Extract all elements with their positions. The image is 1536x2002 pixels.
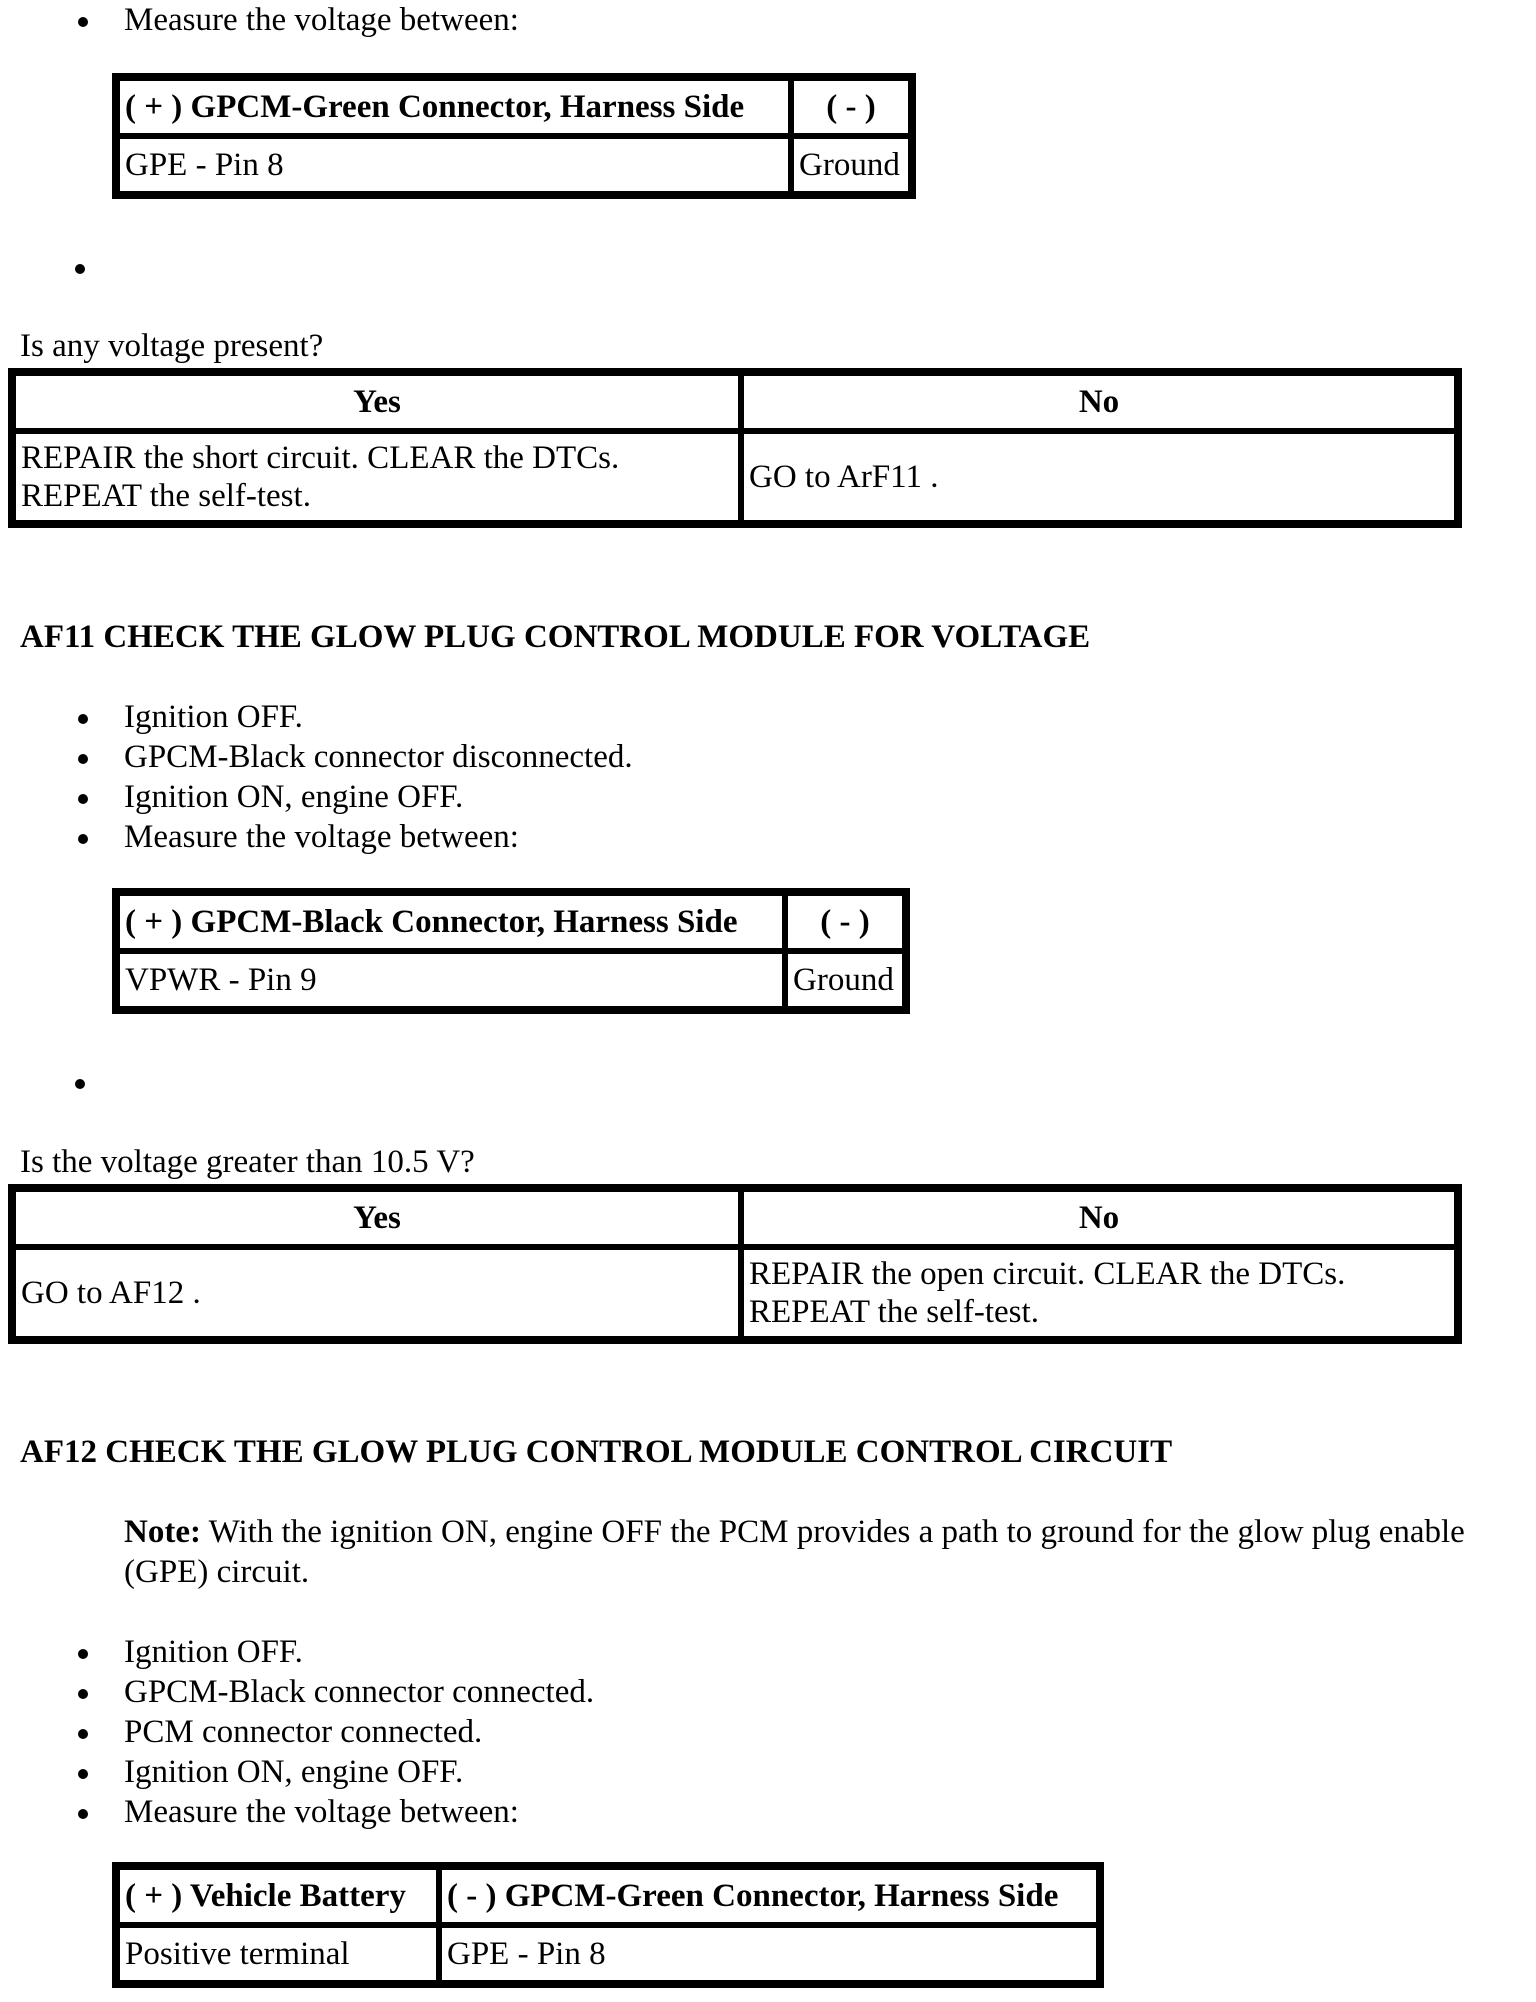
yes-line: REPAIR the short circuit. CLEAR the DTCs. <box>21 440 620 476</box>
section-heading-af12: AF12 CHECK THE GLOW PLUG CONTROL MODULE CONTROL CIRCUIT <box>20 1434 1173 1470</box>
spec-cell-positive: Positive terminal <box>117 1925 439 1983</box>
yes-cell <box>13 431 741 523</box>
bullet-item: Ignition OFF. <box>124 1632 594 1672</box>
yes-header: Yes <box>13 1189 741 1247</box>
spec-cell-negative: Ground <box>785 951 905 1009</box>
no-line: REPEAT the self-test. <box>749 1294 1039 1330</box>
bullet-list-measure <box>124 0 519 40</box>
question-text: Is the voltage greater than 10.5 V? <box>20 1144 475 1180</box>
note-paragraph <box>124 1512 1536 1592</box>
spec-cell-positive: VPWR - Pin 9 <box>117 951 785 1009</box>
spec-header-positive: ( + ) Vehicle Battery <box>117 1867 439 1925</box>
section-heading-af11: AF11 CHECK THE GLOW PLUG CONTROL MODULE FOR VOLTAGE <box>20 619 1091 655</box>
no-cell: GO to ArF11 . <box>741 431 1457 523</box>
spec-header-negative: ( - ) <box>791 78 911 136</box>
note-label: Note: <box>124 1514 201 1550</box>
spec-table-gpcm-green <box>112 73 916 199</box>
spec-header-negative: ( - ) <box>785 893 905 951</box>
spec-cell-negative: GPE - Pin 8 <box>439 1925 1099 1983</box>
bullet-list-af12 <box>124 1632 594 1832</box>
bullet-item: Ignition ON, engine OFF. <box>124 1752 594 1792</box>
spec-table-vehicle-battery <box>112 1862 1104 1988</box>
yes-cell: GO to AF12 . <box>13 1247 741 1339</box>
yes-no-table-short <box>8 368 1462 528</box>
no-line: REPAIR the open circuit. CLEAR the DTCs. <box>749 1256 1346 1292</box>
spec-table-gpcm-black <box>112 888 910 1014</box>
bullet-item: GPCM-Black connector disconnected. <box>124 739 633 775</box>
bullet-item: Ignition OFF. <box>124 697 633 737</box>
question-text: Is any voltage present? <box>20 328 324 364</box>
bullet-item: Ignition ON, engine OFF. <box>124 777 633 817</box>
bullet-item: PCM connector connected. <box>124 1712 594 1752</box>
spec-cell-positive: GPE - Pin 8 <box>117 136 791 194</box>
bullet-item: GPCM-Black connector connected. <box>124 1674 595 1710</box>
bullet-item: Measure the voltage between: <box>124 817 633 857</box>
empty-bullet <box>75 264 85 274</box>
spec-header-positive: ( + ) GPCM-Green Connector, Harness Side <box>117 78 791 136</box>
empty-bullet <box>75 1079 85 1089</box>
bullet-item: Measure the voltage between: <box>124 2 519 38</box>
yes-header: Yes <box>13 373 741 431</box>
no-cell <box>741 1247 1457 1339</box>
bullet-list-af11 <box>124 697 633 857</box>
note-text: With the ignition ON, engine OFF the PCM provides a path to ground for the glow plug enable (GPE) circuit. <box>124 1514 1465 1590</box>
bullet-item: Measure the voltage between: <box>124 1792 594 1832</box>
no-header: No <box>741 373 1457 431</box>
spec-header-negative: ( - ) GPCM-Green Connector, Harness Side <box>439 1867 1099 1925</box>
yes-line: REPEAT the self-test. <box>21 478 311 514</box>
spec-cell-negative: Ground <box>791 136 911 194</box>
no-header: No <box>741 1189 1457 1247</box>
spec-header-positive: ( + ) GPCM-Black Connector, Harness Side <box>117 893 785 951</box>
yes-no-table-voltage <box>8 1184 1462 1344</box>
